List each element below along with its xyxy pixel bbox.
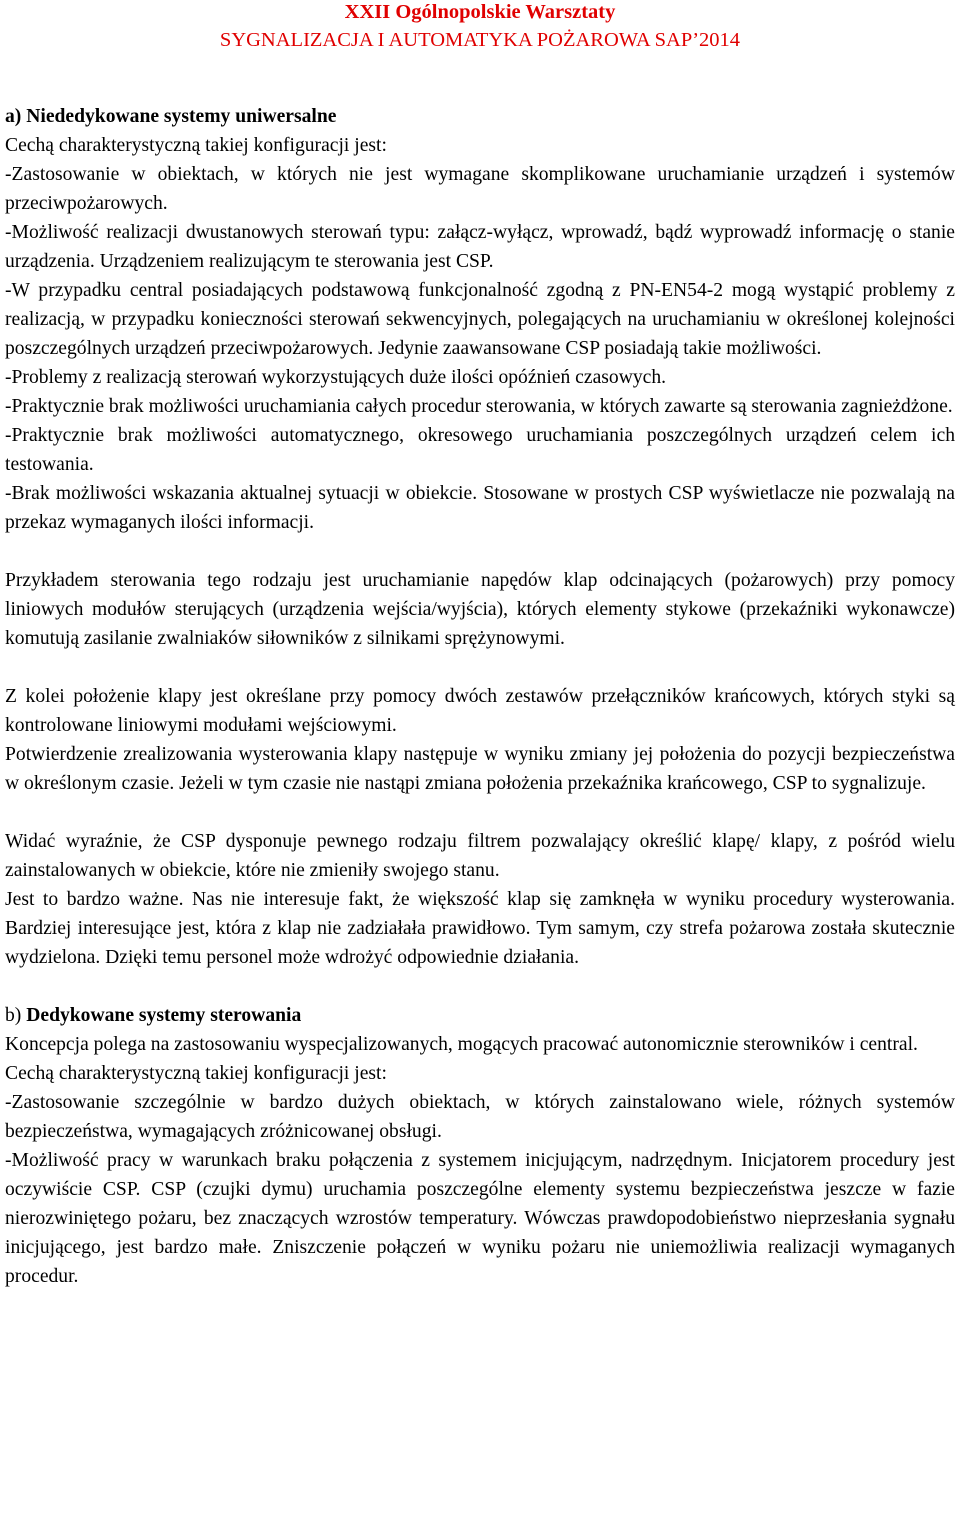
section-b-concept: Koncepcja polega na zastosowaniu wyspecjalizowanych, mogących pracować autonomicznie sterowników i central. (5, 1034, 918, 1055)
example-paragraph: Przykładem sterowania tego rodzaju jest uruchamianie napędów klap odcinających (pożarowych) przy pomocy liniowych modułów sterujących (urządzenia wejścia/wyjścia), których elementy stykowe (przekaźniki wykonawcze) komutują zasilanie zwalniaków siłowników z silnikami sprężynowymi. (5, 570, 955, 649)
paragraph-gap (5, 798, 955, 827)
position-paragraph-1: Z kolei położenie klapy jest określane przy pomocy dwóch zestawów przełączników krańcowych, których styki są kontrolowane liniowymi modułami wejściowymi. (5, 686, 955, 736)
section-a-item-3: -W przypadku central posiadających podstawową funkcjonalność zgodną z PN-EN54-2 mogą wystąpić problemy z realizacją, w przypadku konieczności sterowań sekwencyjnych, polegających na uruchamianiu w określonej kolejności poszczególnych urządzeń przeciwpożarowych. Jedynie zaawansowane CSP posiadają takie możliwości. (5, 280, 955, 359)
paragraph-gap (5, 537, 955, 566)
filter-paragraph-1: Widać wyraźnie, że CSP dysponuje pewnego rodzaju filtrem pozwalający określić klapę/ klapy, z pośród wielu zainstalowanych w obiekcie, które nie zmieniły swojego stanu. (5, 831, 955, 881)
paragraph-gap (5, 972, 955, 1001)
section-a-item-2: -Możliwość realizacji dwustanowych sterowań typu: załącz-wyłącz, wprowadź, bądź wyprowadź informację o stanie urządzenia. Urządzeniem realizującym te sterowania jest CSP. (5, 222, 955, 272)
section-b-item-1: -Zastosowanie szczególnie w bardzo dużych obiektach, w których zainstalowano wiele, różnych systemów bezpieczeństwa, wymagających zróżnicowanej obsługi. (5, 1092, 955, 1142)
section-b-heading-text: Dedykowane systemy sterowania (26, 1005, 302, 1026)
position-paragraph-2: Potwierdzenie zrealizowania wysterowania klapy następuje w wyniku zmiany jej położenia do pozycji bezpieczeństwa w określonym czasie. Jeżeli w tym czasie nie nastąpi zmiana położenia przekaźnika krańcowego, CSP to sygnalizuje. (5, 744, 955, 794)
section-a-item-4: -Problemy z realizacją sterowań wykorzystujących duże ilości opóźnień czasowych. (5, 367, 667, 388)
header-subtitle: SYGNALIZACJA I AUTOMATYKA POŻAROWA SAP’2014 (219, 29, 741, 51)
section-a-item-5: -Praktycznie brak możliwości uruchamiania całych procedur sterowania, w których zawarte są sterowania zagnieżdżone. (5, 396, 953, 417)
paragraph-gap (5, 653, 955, 682)
section-b-heading-prefix: b) (5, 1005, 27, 1026)
section-a-intro: Cechą charakterystyczną takiej konfiguracji jest: (5, 135, 387, 156)
section-a-item-7: -Brak możliwości wskazania aktualnej sytuacji w obiekcie. Stosowane w prostych CSP wyświetlacze nie pozwalają na przekaz wymaganych ilości informacji. (5, 483, 955, 533)
section-a-item-1: -Zastosowanie w obiektach, w których nie jest wymagane skomplikowane uruchamianie urządzeń i systemów przeciwpożarowych. (5, 164, 955, 214)
section-b-intro: Cechą charakterystyczną takiej konfiguracji jest: (5, 1063, 387, 1084)
document-body (5, 102, 955, 1291)
page-header (5, 0, 955, 56)
section-a-heading: a) Niededykowane systemy uniwersalne (5, 106, 337, 127)
filter-paragraph-2: Jest to bardzo ważne. Nas nie interesuje fakt, że większość klap się zamknęła w wyniku procedury wysterowania. Bardziej interesujące jest, która z klap nie zadziałała prawidłowo. Tym samym, czy strefa pożarowa została skutecznie wydzielona. Dzięki temu personel może wdrożyć odpowiednie działania. (5, 889, 955, 968)
section-a-item-6: -Praktycznie brak możliwości automatycznego, okresowego uruchamiania poszczególnych urządzeń celem ich testowania. (5, 425, 955, 475)
header-title: XXII Ogólnopolskie Warsztaty (344, 1, 616, 23)
section-b-heading (5, 1001, 955, 1030)
section-b-item-2: -Możliwość pracy w warunkach braku połączenia z systemem inicjującym, nadrzędnym. Inicjatorem procedury jest oczywiście CSP. CSP (czujki dymu) uruchamia poszczególne elementy systemu bezpieczeństwa jeszcze w fazie nierozwiniętego pożaru, bez znaczących wzrostów temperatury. Wówczas prawdopodobieństwo nieprzesłania sygnału inicjującego, jest bardzo małe. Zniszczenie połączeń w wyniku pożaru nie uniemożliwia realizacji wymaganych procedur. (5, 1150, 955, 1287)
